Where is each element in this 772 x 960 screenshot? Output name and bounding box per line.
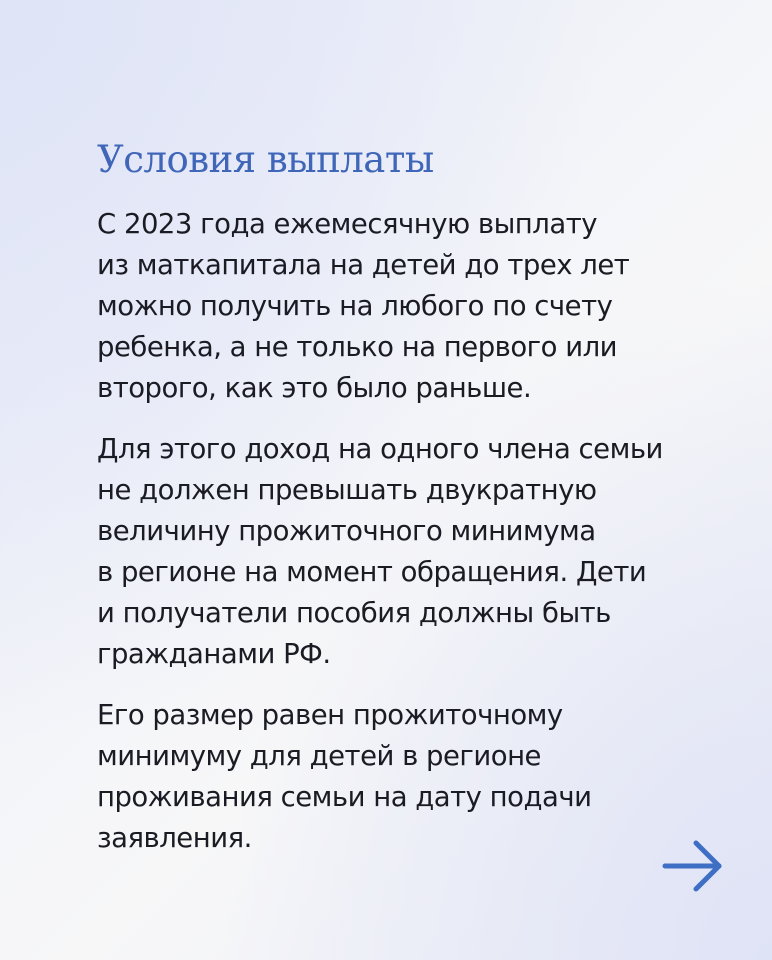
text-line: и получатели пособия должны быть (97, 597, 611, 629)
paragraph-income-requirements (97, 429, 757, 675)
text-line: ребенка, а не только на первого или (97, 331, 618, 363)
text-line: можно получить на любого по счету (97, 290, 613, 322)
text-line: величину прожиточного минимума (97, 515, 596, 547)
text-line: в регионе на момент обращения. Дети (97, 556, 647, 588)
text-line: Для этого доход на одного члена семьи (97, 433, 663, 465)
content-body (97, 204, 757, 879)
next-slide-button[interactable] (662, 838, 724, 894)
text-line: из маткапитала на детей до трех лет (97, 249, 630, 281)
paragraph-conditions (97, 204, 757, 409)
paragraph-payment-amount (97, 695, 757, 859)
text-line: С 2023 года ежемесячную выплату (97, 208, 598, 240)
text-line: проживания семьи на дату подачи (97, 781, 592, 813)
text-line: гражданами РФ. (97, 638, 331, 670)
text-line: заявления. (97, 822, 252, 854)
text-line: второго, как это было раньше. (97, 372, 532, 404)
text-line: минимуму для детей в регионе (97, 740, 541, 772)
page-title: Условия выплаты (97, 138, 434, 181)
text-line: не должен превышать двукратную (97, 474, 597, 506)
arrow-right-icon (662, 838, 724, 894)
text-line: Его размер равен прожиточному (97, 699, 563, 731)
